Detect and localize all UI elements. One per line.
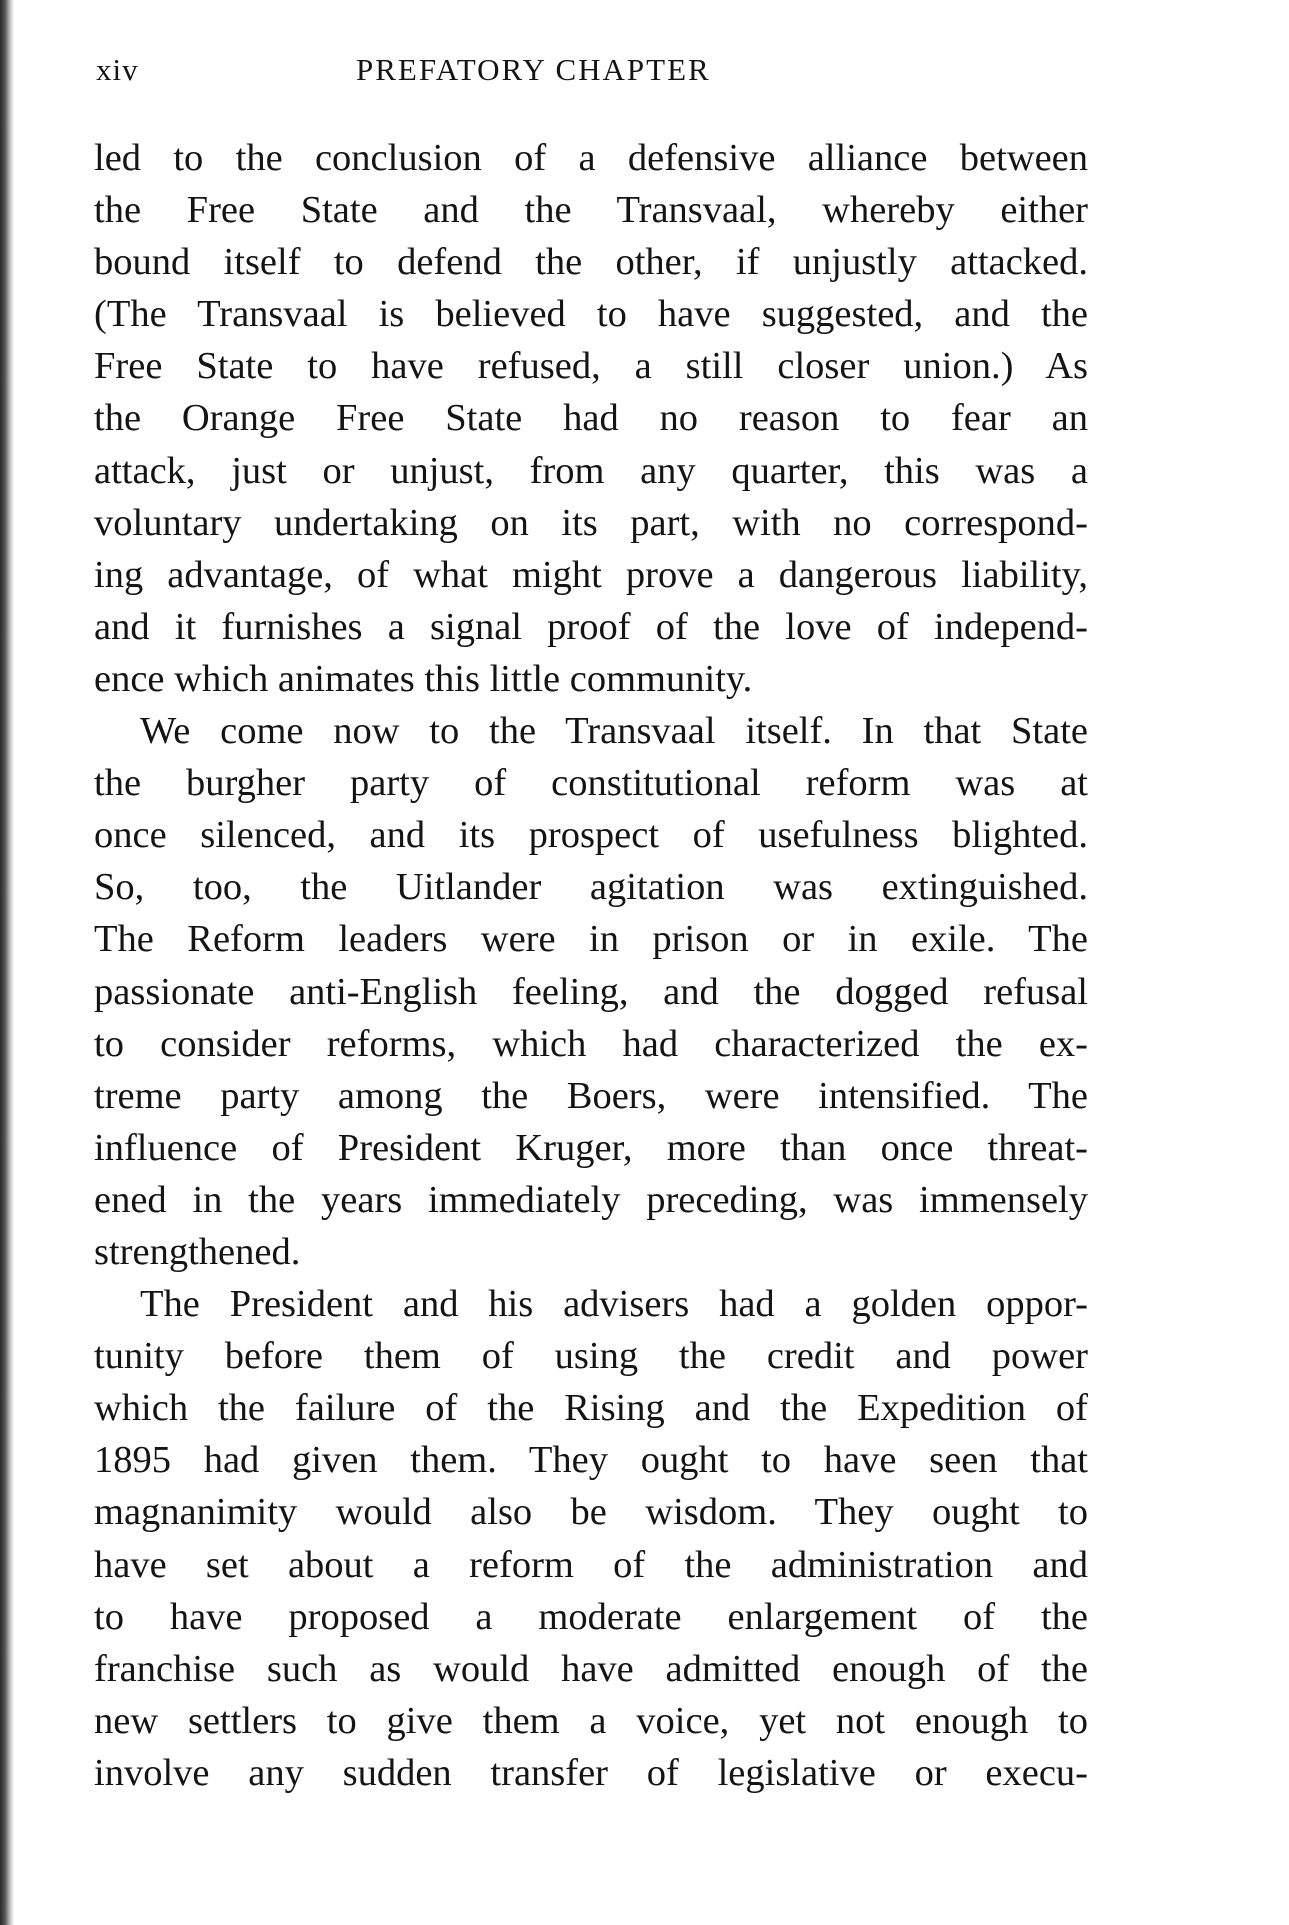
text-line: The Reform leaders were in prison or in exile. The	[94, 918, 1088, 961]
page-number: xiv	[96, 52, 139, 87]
text-line: have set about a reform of the administration and	[94, 1543, 1088, 1586]
page-binding-edge	[0, 0, 14, 1925]
text-line: ened in the years immediately preceding, was immensely	[94, 1178, 1088, 1221]
text-line: ence which animates this little community.	[94, 657, 753, 700]
text-line: voluntary undertaking on its part, with no correspond-	[94, 501, 1088, 544]
text-line: and it furnishes a signal proof of the love of independ-	[94, 605, 1088, 648]
text-line: 1895 had given them. They ought to have seen that	[94, 1439, 1088, 1482]
paragraph	[94, 705, 1088, 1278]
text-line: magnanimity would also be wisdom. They ought to	[94, 1491, 1088, 1534]
page-header	[96, 52, 1086, 102]
body-text	[94, 132, 1088, 1799]
text-line: (The Transvaal is believed to have suggested, and the	[94, 293, 1088, 336]
paragraph	[94, 132, 1088, 705]
text-line: So, too, the Uitlander agitation was extinguished.	[94, 866, 1088, 909]
text-line: strengthened.	[94, 1230, 301, 1273]
text-line: influence of President Kruger, more than once threat-	[94, 1126, 1088, 1169]
text-line: the Free State and the Transvaal, whereby either	[94, 189, 1088, 232]
text-line: franchise such as would have admitted enough of the	[94, 1647, 1088, 1690]
running-title: PREFATORY CHAPTER	[356, 52, 711, 87]
text-line: once silenced, and its prospect of usefulness blighted.	[94, 814, 1088, 857]
text-line: to have proposed a moderate enlargement of the	[94, 1595, 1088, 1638]
text-line: led to the conclusion of a defensive alliance between	[94, 137, 1088, 179]
text-line: new settlers to give them a voice, yet not enough to	[94, 1699, 1088, 1742]
text-line: involve any sudden transfer of legislative or execu-	[94, 1751, 1088, 1794]
text-line: to consider reforms, which had characterized the ex-	[94, 1022, 1088, 1065]
text-line: tunity before them of using the credit and power	[94, 1335, 1088, 1378]
text-line: the Orange Free State had no reason to fear an	[94, 397, 1088, 440]
text-line: ing advantage, of what might prove a dangerous liability,	[94, 553, 1088, 596]
text-line: passionate anti-English feeling, and the dogged refusal	[94, 970, 1088, 1013]
text-line: attack, just or unjust, from any quarter, this was a	[94, 449, 1088, 492]
text-line: the burgher party of constitutional reform was at	[94, 762, 1088, 805]
text-line: bound itself to defend the other, if unjustly attacked.	[94, 241, 1088, 284]
text-line: The President and his advisers had a golden oppor-	[140, 1283, 1088, 1326]
text-line: treme party among the Boers, were intensified. The	[94, 1074, 1088, 1117]
text-line: which the failure of the Rising and the Expedition of	[94, 1387, 1088, 1430]
text-line: We come now to the Transvaal itself. In that State	[140, 710, 1088, 753]
text-line: Free State to have refused, a still closer union.) As	[94, 345, 1088, 388]
paragraph	[94, 1278, 1088, 1799]
